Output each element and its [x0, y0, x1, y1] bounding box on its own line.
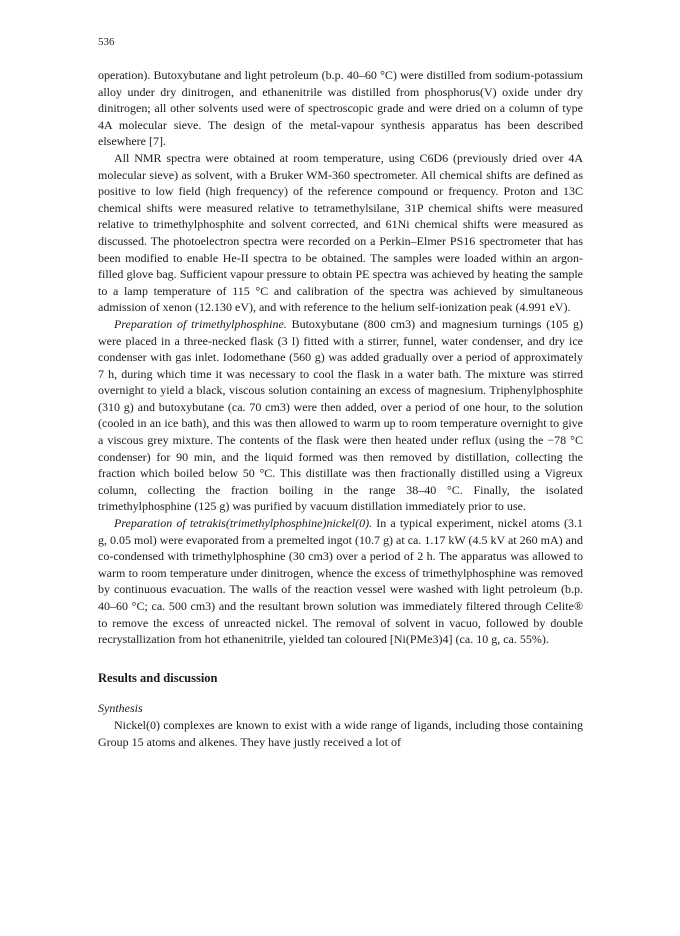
paragraph-body-trimethylphosphine: Butoxybutane (800 cm3) and magnesium turnings (105 g) were placed in a three-necked flask (3 l) fitted with a stirrer, funnel, water condenser, and dry ice condenser with gas inlet. Iodomethane (560 g) was added gradually over a period of approximately 7 h, during which time it was necessary to cool the flask in a water bath. The mixture was stirred overnight to yield a black, viscous solution containing an excess of magnesium. Triphenylphosphite (310 g) and butoxybutane (ca. 70 cm3) were then added, over a period of one hour, to the solution (cooled in an ice bath), and this was then allowed to warm up to room temperature overnight to give a viscous grey mixture. The contents of the flask were then heated under reflux (using the −78 °C condenser) for 90 min, and the liquid formed was then removed by distillation, collecting the fraction which boiled below 50 °C. This distillate was then fractionally distilled using a Vigreux column, collecting the fraction boiling in the range 38–40 °C. Finally, the isolated trimethylphosphine (125 g) was purified by vacuum distillation immediately prior to use.	[98, 316, 583, 514]
paragraph-nmr-spectra: All NMR spectra were obtained at room temperature, using C6D6 (previously dried over 4A molecular sieve) as solvent, with a Bruker WM-360 spectrometer. All chemical shifts are defined as positive to low field (high frequency) of the reference compound or frequency. Proton and 13C chemical shifts were measured relative to tetramethylsilane, 31P chemical shifts were measured relative to trimethylphosphite and solvent corrected, and 61Ni chemical shifts were measured as discussed. The photoelectron spectra were recorded on a Perkin–Elmer PS16 spectrometer that has been modified to enable He-II spectra to be obtained. The samples were loaded within an argon-filled glove bag. Sufficient vapour pressure to obtain PE spectra was achieved by heating the sample to a lamp temperature of 115 °C and calibration of the spectra was achieved by simultaneous admission of xenon (12.130 eV), and with reference to the helium self-ionization peak (4.991 eV).	[98, 150, 583, 315]
paragraph-synthesis-intro: Nickel(0) complexes are known to exist with a wide range of ligands, including those containing Group 15 atoms and alkenes. They have justly received a lot of	[98, 717, 583, 749]
paragraph-experimental-solvents: operation). Butoxybutane and light petroleum (b.p. 40–60 °C) were distilled from sodium-potassium alloy under dry dinitrogen, and ethanenitrile was distilled from phosphorus(V) oxide under dry dinitrogen; all other solvents used were of spectroscopic grade and were dried on a column of type 4A molecular sieve. The design of the metal-vapour synthesis apparatus has been described elsewhere [7].	[98, 68, 583, 149]
section-heading: Results and discussion	[98, 670, 218, 685]
paragraph-body-nickel-complex: In a typical experiment, nickel atoms (3.1 g, 0.05 mol) were evaporated from a premelted ingot (10.7 g) at ca. 1.17 kW (4.5 kV at 260 mA) and co-condensed with trimethylphosphine (30 cm3) over a period of 2 h. The apparatus was allowed to warm to room temperature under dinitrogen, whence the excess of trimethylphosphine was removed by continuous evacuation. The walls of the reaction vessel were washed with light petroleum (b.p. 40–60 °C; ca. 500 cm3) and the resultant brown solution was immediately filtered through Celite® to remove the excess of unreacted nickel. The removal of solvent in vacuo, followed by double recrystallization from hot ethanenitrile, yielded tan coloured [Ni(PMe3)4] (ca. 10 g, ca. 55%).	[98, 516, 583, 647]
subsection-heading: Synthesis	[98, 701, 143, 716]
paragraph-preparation-trimethylphosphine	[98, 316, 583, 515]
paragraph-preparation-nickel-complex	[98, 515, 583, 648]
page-number: 536	[98, 36, 115, 48]
body-text	[98, 67, 583, 750]
paragraph-lead-trimethylphosphine: Preparation of trimethylphosphine.	[114, 316, 287, 331]
paragraph-lead-nickel-complex: Preparation of tetrakis(trimethylphosphine)nickel(0).	[114, 516, 373, 531]
